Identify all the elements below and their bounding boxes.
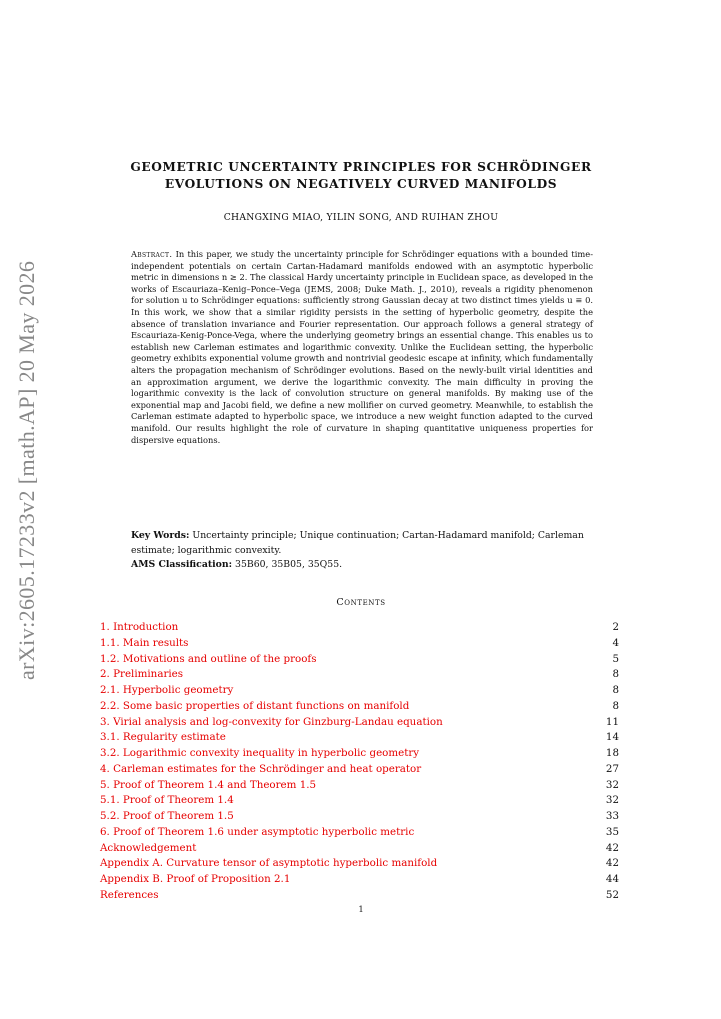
toc-entry-link[interactable]: 3.2. Logarithmic convexity inequality in hyperbolic geometry [100,747,420,759]
toc-entry-page: 4 [612,636,619,649]
toc-entry-link[interactable]: 2. Preliminaries [100,668,184,681]
toc-entry[interactable] [100,888,619,904]
toc-entry[interactable] [100,620,619,636]
toc-entry-link[interactable]: 1. Introduction [100,621,179,633]
toc-entry-link[interactable]: 5. Proof of Theorem 1.4 and Theorem 1.5 [100,778,317,791]
toc-entry-page: 18 [605,747,619,759]
toc-entry-link[interactable]: Appendix A. Curvature tensor of asymptotic hyperbolic manifold [100,857,438,870]
toc-entry-link[interactable]: 3. Virial analysis and log-convexity for Ginzburg-Landau equation [100,715,443,728]
toc-entry-link[interactable]: 2.1. Hyperbolic geometry [100,684,234,696]
paper-title: GEOMETRIC UNCERTAINTY PRINCIPLES FOR SCHRÖDINGER EVOLUTIONS ON NEGATIVELY CURVED MANIFOLDS [130,160,592,191]
toc-entry-link[interactable]: 1.1. Main results [100,636,189,649]
toc-entry[interactable] [100,762,619,778]
toc-entry-page: 14 [605,731,619,744]
toc-entry-page: 8 [612,699,619,712]
page-number: 1 [358,904,364,914]
toc-entry[interactable] [100,636,619,652]
abstract [131,249,593,446]
toc-entry-link[interactable]: 3.1. Regularity estimate [100,731,226,744]
toc-entry-page: 35 [605,825,619,838]
toc-entry-page: 27 [605,762,619,775]
keywords-label: Key Words: [131,530,190,541]
toc-entry[interactable] [100,746,619,762]
toc-entry-link[interactable]: 1.2. Motivations and outline of the proofs [100,652,317,665]
toc-entry[interactable] [100,715,619,731]
ams-line [131,558,593,573]
toc-entry[interactable] [100,793,619,809]
toc-entry-page: 52 [605,888,619,901]
toc-entry[interactable] [100,856,619,872]
toc-entry-page: 32 [605,794,619,807]
toc-entry-link[interactable]: 4. Carleman estimates for the Schrödinger and heat operator [100,762,422,775]
toc-entry-page: 5 [612,652,619,665]
toc-entry[interactable] [100,809,619,825]
toc-entry-page: 8 [612,684,619,696]
toc-entry-page: 11 [605,715,619,728]
keywords-block [131,529,593,573]
abstract-text: In this paper, we study the uncertainty principle for Schrödinger equations with a bounded time-independent potentials on certain Cartan-Hadamard manifolds endowed with an asymptotic hyperbolic metric in dimensions n ≥ 2. The classical Hardy uncertainty principle in Euclidean space, as developed in the works of Escauriaza–Kenig–Ponce–Vega (JEMS, 2008; Duke Math. J., 2010), reveals a rigidity phenomenon for solution u to Schrödinger equations: sufficiently strong Gaussian decay at two distinct times yields u ≡ 0. In this work, we show that a similar rigidity persists in the setting of hyperbolic geometry, despite the absence of translation invariance and Fourier representation. Our approach follows a general strategy of Escauriaza-Kenig-Ponce-Vega, where the underlying geometry brings an essential change. This enables us to establish new Carleman estimates and logarithmic convexity. Unlike the Euclidean setting, the hyperbolic geometry exhibits exponential volume growth and nontrivial geodesic escape at infinity, which fundamentally alters the propagation mechanism of Schrödinger evolutions. Based on the newly-built virial identities and an approximation argument, we derive the logarithmic convexity. The main difficulty in proving the logarithmic convexity is the lack of convolution structure on general manifolds. By making use of the exponential map and Jacobi field, we define a new mollifier on curved geometry. Meanwhile, to establish the Carleman estimate adapted to hyperbolic space, we introduce a new weight function adapted to the curved manifold. Our results highlight the role of curvature in shaping quantitative uniqueness properties for dispersive equations. [131,249,594,445]
keywords-text: Uncertainty principle; Unique continuation; Cartan-Hadamard manifold; Carleman estimate; logarithmic convexity. [131,530,584,556]
toc-entry[interactable] [100,825,619,841]
toc-entry-link[interactable]: 5.1. Proof of Theorem 1.4 [100,794,234,807]
toc-entry-link[interactable]: 2.2. Some basic properties of distant functions on manifold [100,699,410,712]
toc-entry-page: 42 [605,841,619,854]
toc-entry[interactable] [100,699,619,715]
toc-entry[interactable] [100,872,619,888]
toc-entry[interactable] [100,652,619,668]
toc-entry[interactable] [100,667,619,683]
toc-entry-link[interactable]: References [100,888,159,901]
toc-entry-page: 44 [605,873,619,885]
arxiv-identifier-stamp: arXiv:2605.17233v2 [math.AP] 20 May 2026 [14,260,39,680]
contents-heading: Contents [336,597,386,608]
toc-entry[interactable] [100,730,619,746]
toc-entry[interactable] [100,841,619,857]
toc-entry-page: 33 [605,810,619,822]
toc-entry-page: 8 [612,668,619,681]
ams-label: AMS Classification: [131,559,233,570]
ams-text: 35B60, 35B05, 35Q55. [235,559,343,570]
toc-entry-page: 2 [612,621,619,633]
toc-entry-link[interactable]: Acknowledgement [100,841,197,854]
toc-entry-link[interactable]: Appendix B. Proof of Proposition 2.1 [100,873,291,885]
toc-entry-page: 32 [605,778,619,791]
toc-entry-link[interactable]: 6. Proof of Theorem 1.6 under asymptotic hyperbolic metric [100,825,415,838]
paper-authors: CHANGXING MIAO, YILIN SONG, AND RUIHAN ZHOU [223,212,499,223]
toc-entry-page: 42 [605,857,619,870]
keywords-line [131,529,593,558]
toc-entry[interactable] [100,778,619,794]
abstract-label: Abstract. [131,249,173,259]
table-of-contents [100,620,619,904]
toc-entry-link[interactable]: 5.2. Proof of Theorem 1.5 [100,810,234,822]
toc-entry[interactable] [100,683,619,699]
